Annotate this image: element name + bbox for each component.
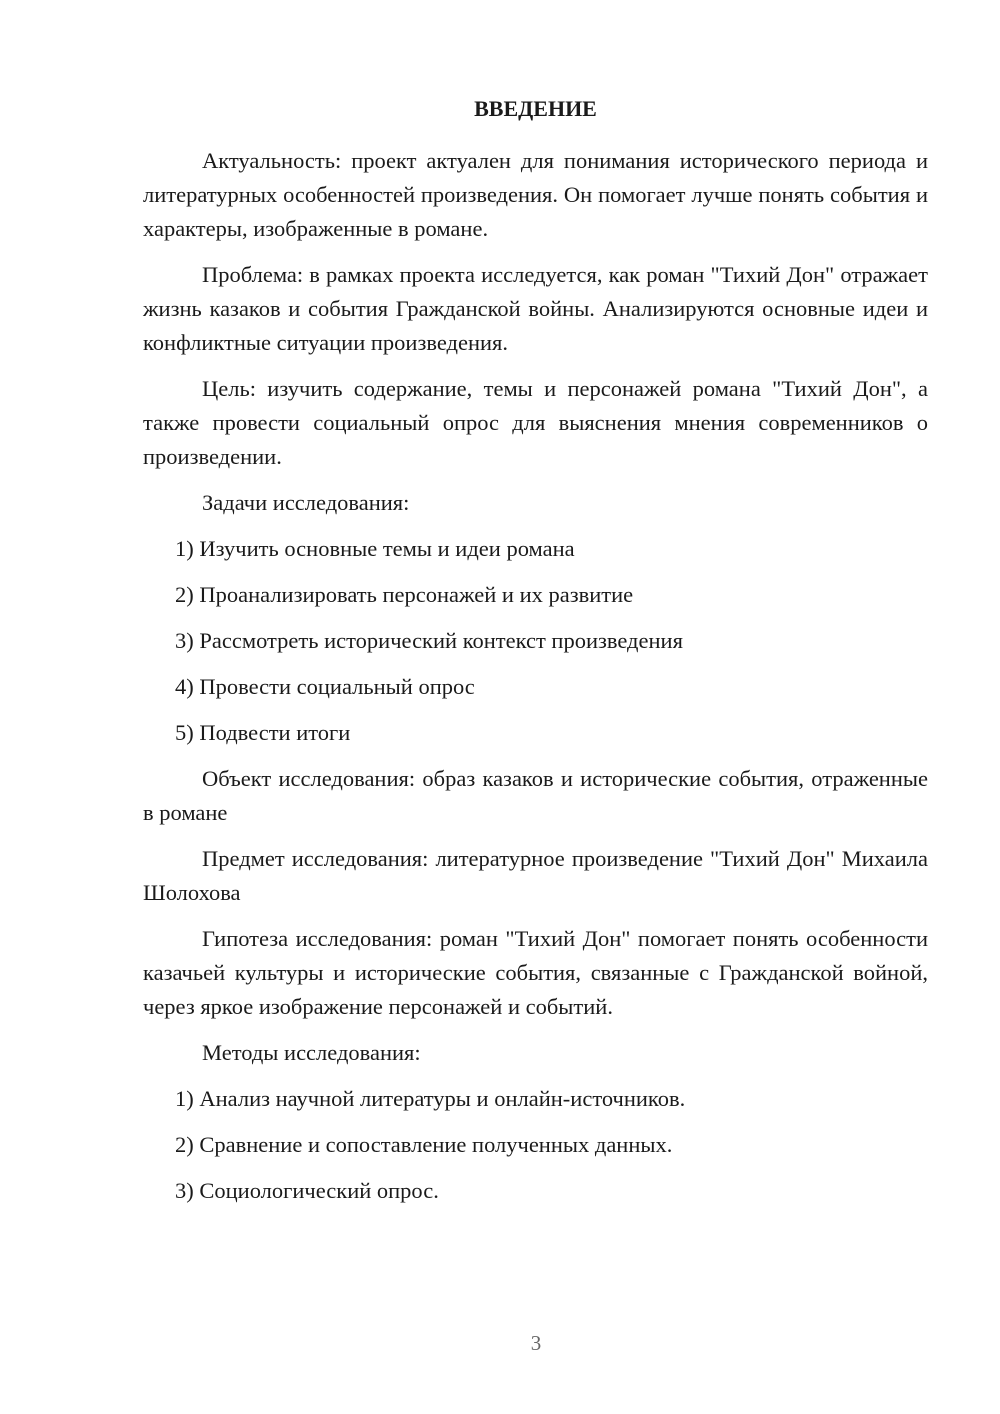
list-item: 4) Провести социальный опрос — [175, 674, 475, 699]
hypothesis-paragraph: Гипотеза исследования: роман "Тихий Дон" помогает понять особенности казачьей культуры и исторические события, связанные с Гражданской войной, через яркое изображение персонажей и событий. — [143, 926, 928, 1019]
page-number: 3 — [530, 1331, 542, 1355]
list-item: 1) Изучить основные темы и идеи романа — [175, 536, 575, 561]
list-item: 5) Подвести итоги — [175, 720, 351, 745]
tasks-heading: Задачи исследования: — [202, 490, 410, 515]
subject-paragraph: Предмет исследования: литературное произведение "Тихий Дон" Михаила Шолохова — [143, 846, 928, 905]
list-item: 3) Рассмотреть исторический контекст произведения — [175, 628, 683, 653]
goal-paragraph: Цель: изучить содержание, темы и персонажей романа "Тихий Дон", а также провести социальный опрос для выяснения мнения современников о произведении. — [143, 376, 928, 469]
document-body — [143, 92, 928, 1220]
list-item: 2) Проанализировать персонажей и их развитие — [175, 582, 634, 607]
list-item: 1) Анализ научной литературы и онлайн-источников. — [175, 1086, 686, 1111]
object-paragraph: Объект исследования: образ казаков и исторические события, отраженные в романе — [143, 766, 928, 825]
relevance-paragraph: Актуальность: проект актуален для понимания исторического периода и литературных особенностей произведения. Он помогает лучше понять события и характеры, изображенные в романе. — [143, 148, 928, 241]
methods-list — [143, 1082, 928, 1208]
tasks-list — [143, 532, 928, 750]
list-item: 2) Сравнение и сопоставление полученных данных. — [175, 1132, 673, 1157]
list-item: 3) Социологический опрос. — [175, 1178, 439, 1203]
problem-paragraph: Проблема: в рамках проекта исследуется, как роман "Тихий Дон" отражает жизнь казаков и события Гражданской войны. Анализируются основные идеи и конфликтные ситуации произведения. — [143, 262, 928, 355]
section-title: ВВЕДЕНИЕ — [474, 96, 597, 121]
methods-heading: Методы исследования: — [202, 1040, 421, 1065]
